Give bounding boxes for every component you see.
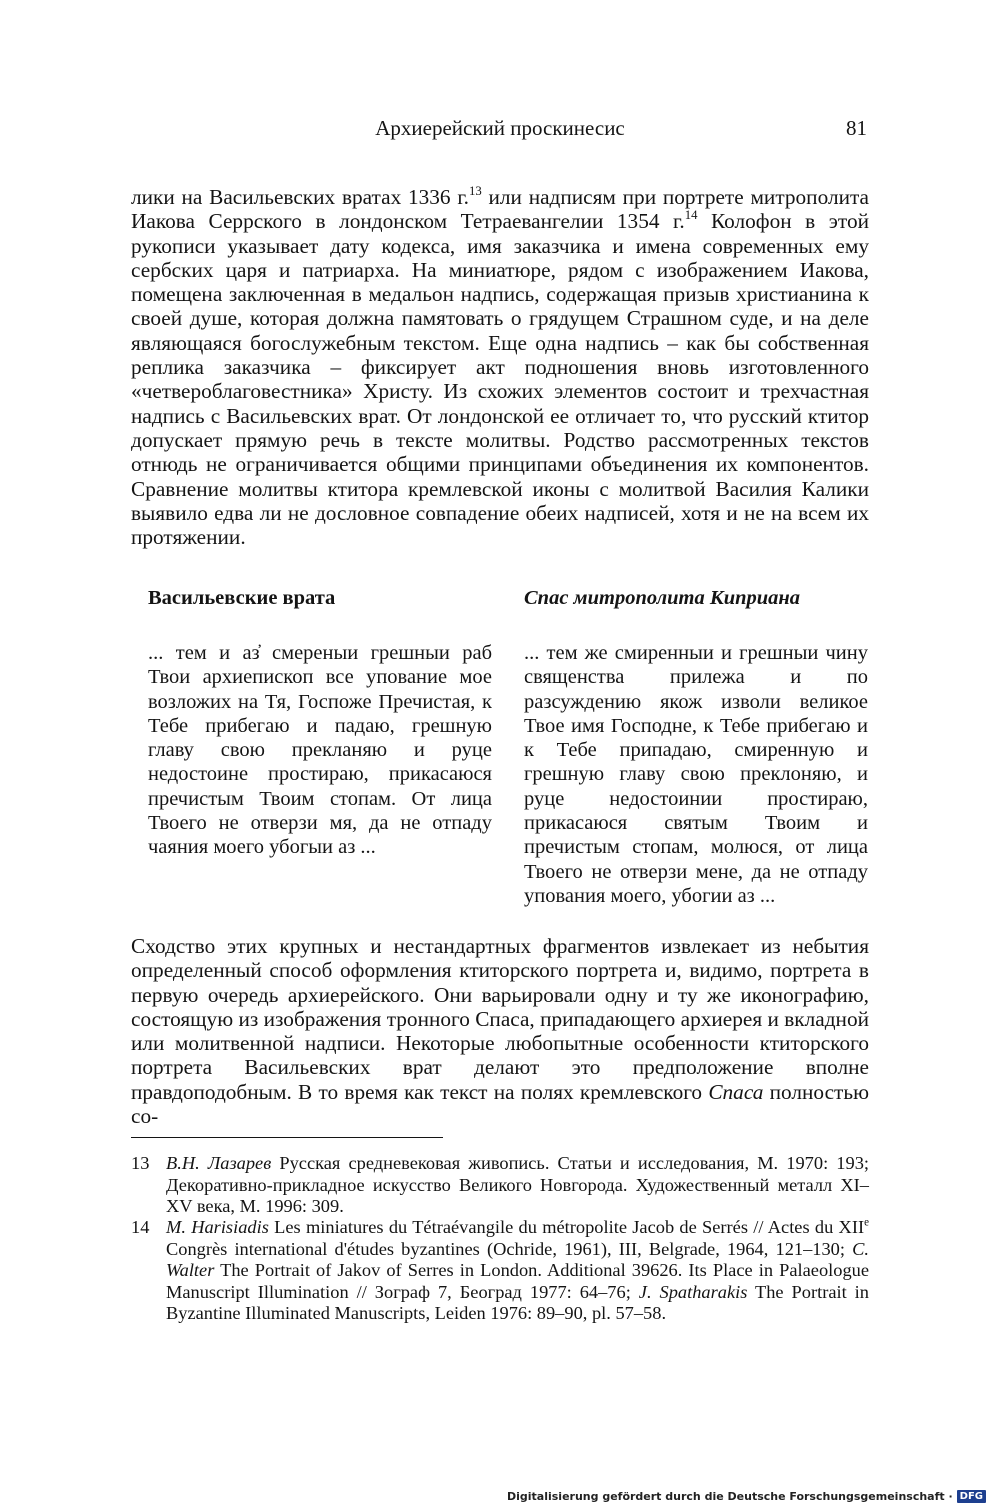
author-name: C. Walter: [166, 1238, 869, 1280]
footnote-text: Congrès international d'études byzantines (Ochride, 1961), III, Belgrade, 1964, 121–130;: [166, 1238, 853, 1259]
digitization-text: Digitalisierung gefördert durch die Deutsche Forschungsgemeinschaft ·: [506, 1489, 953, 1503]
footnote-ref-13[interactable]: 13: [469, 184, 482, 199]
running-title: Архиерейский проскинесис: [375, 116, 625, 140]
text-run: Колофон в этой рукописи указывает дату кодекса, имя заказчика и имена современных ему сербских царя и патриарха. На миниатюре, рядом с изображением Иакова, помещена заключенная в медальон надпись, содержащая призыв христианина к своей душе, которая должна памятовать о грядущем Страшном суде, и на деле являющаяся богослужебным текстом. Еще одна надпись – как бы собственная реплика заказчика – фиксирует акт подношения вновь изготовленного «четвероблаговестника» Христу. Из схожих элементов состоит и трехчастная надпись с Васильевских врат. От лондонской ее отличает то, что русский ктитор допускает прямую речь в тексте молитвы. Родство рассмотренных текстов отнюдь не ограничивается общими принципами объединения их компонентов. Сравнение молитвы ктитора кремлевской иконы с молитвой Василия Калики выявило едва ли не дословное совпадение обеих надписей, хотя и не на всем их протяжении.: [131, 209, 869, 550]
footnote-text: Les miniatures du Tétraévangile du métropolite Jacob de Serrés // Actes du XII: [268, 1217, 865, 1237]
left-column-heading: Васильевские врата: [148, 587, 336, 609]
footnote-text: The Portrait of Jakov of Serres in London. Additional 39626. Its Place in Palaeologue Manuscript Illumination // Зограф 7, Београд 1977: 64–76;: [166, 1260, 869, 1302]
text-run: или надписям при портрете митрополита Иакова Серрского в лондонском Тетраевангелии 1354 г.: [131, 185, 869, 234]
page-number: 81: [846, 116, 867, 140]
right-column-quote: ... тем же смиренныи и грешныи чину священства прилежа и по разсуждению якож изволи великое Твое имя Господне, к Тебе прибегаю и к Тебе припадаю, смиренную и грешную главу свою преклоняю, и руце недостоинии простираю, прикасаюся святым Твоим и пречистым стопам, молюся, от лица Твоего не отверзи мене, да не отпаду упования моего, убогии аз ...: [524, 642, 868, 907]
footnote-ref-14[interactable]: 14: [684, 208, 698, 223]
right-column-heading: Спас митрополита Киприана: [524, 587, 801, 609]
footnote-body: [166, 1153, 869, 1218]
footnote-number: 13: [131, 1153, 150, 1173]
footnote-14: [131, 1217, 869, 1325]
text-run: лики на Васильевских вратах 1336 г.: [131, 185, 469, 209]
digitization-credit: [507, 1490, 986, 1504]
footnote-number: 14: [131, 1217, 150, 1237]
emphasis: Спаса: [708, 1079, 764, 1104]
footnote-body: [166, 1217, 869, 1325]
left-column-quote: ... тем и аз҆ смереныи грешныи раб Твои архиепископ все упование мое возложих на Тя, Госпоже Пречистая, к Тебе прибегаю и падаю, грешную главу свою прекланяю и руце недостоине простираю, прикасаюся пречистым Твоим стопам. От лица Твоего не отверзи мя, да не отпаду чаяния моего убогыи аз ...: [148, 642, 492, 859]
author-name: J. Spatharakis: [638, 1281, 748, 1302]
running-head: [131, 116, 869, 146]
text-run: полностью со-: [131, 1079, 869, 1129]
body-paragraph-1: [131, 185, 869, 549]
footnote-separator: [131, 1137, 443, 1138]
footnote-13: [131, 1153, 869, 1218]
body-paragraph-2: [131, 934, 869, 1128]
footnote-text: The Portrait in Byzantine Illuminated Manuscripts, Leiden 1976: 89–90, pl. 57–58.: [166, 1281, 869, 1323]
author-name: В.Н. Лазарев: [166, 1153, 272, 1173]
text-run: Сходство этих крупных и нестандартных фрагментов извлекает из небытия определенный способ оформления ктиторского портрета и, видимо, портрета в первую очередь архиерейского. Они варьировали одну и ту же иконографию, состоящую из изображения тронного Спаса, припадающего архиерея и вкладной или молитвенной надписи. Некоторые любопытные особенности ктиторского портрета Васильевских врат делают это предположение вполне правдоподобным. В то время как текст на полях кремлевского: [131, 934, 869, 1104]
author-name: M. Harisiadis: [166, 1217, 269, 1237]
dfg-logo-icon: DFG: [957, 1490, 986, 1503]
footnote-text: Русская средневековая живопись. Статьи и исследования, М. 1970: 193; Декоративно-прикладное искусство Великого Новгорода. Художественный металл XI–XV века, М. 1996: 309.: [166, 1153, 870, 1216]
ordinal-superscript: e: [864, 1216, 869, 1229]
